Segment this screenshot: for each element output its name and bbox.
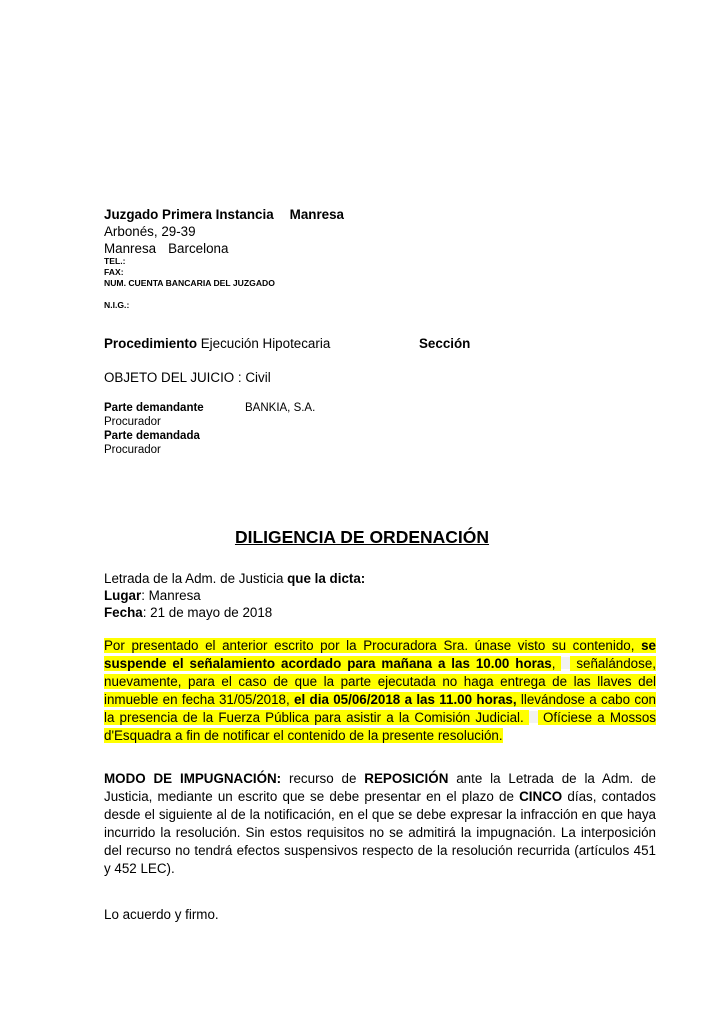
resolution-suspension: se suspende el señalamiento acordado para mañana a las 10.00 horas bbox=[104, 638, 656, 671]
fax-label: FAX: bbox=[104, 267, 124, 277]
document-title: DILIGENCIA DE ORDENACIÓN bbox=[234, 527, 490, 547]
impugnation-reposicion: REPOSICIÓN bbox=[364, 771, 449, 786]
court-name bbox=[104, 206, 344, 223]
plaintiff-label: Parte demandante bbox=[104, 402, 204, 414]
plaintiff-value: BANKIA, S.A. bbox=[245, 402, 316, 414]
closing-text: Lo acuerdo y firmo. bbox=[104, 907, 219, 922]
impugnation-t2: ante la Letrada de la Adm. de Justicia, mediante un escrito que se debe presentar en el plazo de bbox=[104, 771, 656, 804]
lugar-line bbox=[104, 587, 201, 604]
resolution-s3: , bbox=[551, 656, 562, 671]
court-town: Manresa bbox=[104, 241, 157, 256]
procurador-defendant: Procurador bbox=[104, 444, 161, 456]
bank-account-label: NUM. CUENTA BANCARIA DEL JUZGADO bbox=[104, 278, 275, 288]
court-city: Manresa bbox=[289, 207, 345, 222]
letrada-bold: que la dicta: bbox=[287, 571, 366, 586]
nig-label: N.I.G.: bbox=[104, 300, 130, 310]
procedure-value: Ejecución Hipotecaria bbox=[200, 336, 331, 351]
fecha-line bbox=[104, 604, 272, 621]
impugnation-cinco: CINCO bbox=[519, 789, 563, 804]
resolution-s7: Ofíciese a Mossos d'Esquadra a fin de notificar el contenido de la presente resolución. bbox=[104, 710, 656, 743]
resolution-new-date: el dia 05/06/2018 a las 11.00 horas, bbox=[294, 692, 517, 707]
fecha-label: Fecha bbox=[104, 605, 143, 620]
impugnation-label: MODO DE IMPUGNACIÓN: bbox=[104, 771, 282, 786]
redaction-mark bbox=[529, 711, 538, 723]
impugnation-t3: días, contados desde el siguiente al de la notificación, en el que se debe expresar la infracción en que haya incurrido la resolución. Sin estos requisitos no se admitirá la impugnación. La interposición del recurso no tendrá efectos suspensivos respecto de la resolución recurrida (artículos 451 y 452 LEC). bbox=[104, 789, 656, 876]
resolution-s1: Por presentado el anterior escrito por la Procuradora Sra. únase visto su contenido, bbox=[104, 638, 642, 653]
tel-label: TEL.: bbox=[104, 256, 126, 266]
resolution-s6: llevándose a cabo con la presencia de la Fuerza Pública para asistir a la Comisión Judicial. bbox=[104, 692, 656, 725]
court-province: Barcelona bbox=[168, 241, 229, 256]
fecha-value: : 21 de mayo de 2018 bbox=[142, 605, 273, 620]
procurador-plaintiff: Procurador bbox=[104, 416, 161, 428]
defendant-label: Parte demandada bbox=[104, 430, 200, 442]
impugnation-paragraph bbox=[104, 770, 656, 878]
object-of-trial: OBJETO DEL JUICIO : Civil bbox=[104, 370, 271, 385]
lugar-label: Lugar bbox=[104, 588, 142, 603]
letrada-text: Letrada de la Adm. de Justicia bbox=[104, 571, 288, 586]
resolution-paragraph bbox=[104, 637, 656, 745]
lugar-value: : Manresa bbox=[141, 588, 201, 603]
court-town-line bbox=[104, 240, 228, 257]
court-street: Arbonés, 29-39 bbox=[104, 224, 196, 239]
court-name-text: Juzgado Primera Instancia bbox=[104, 207, 274, 222]
impugnation-t1: recurso de bbox=[281, 771, 365, 786]
letrada-line bbox=[104, 570, 365, 587]
procedure-label: Procedimiento bbox=[104, 336, 198, 351]
resolution-s4: señalándose, nuevamente, para el caso de que la parte ejecutada no haga entrega de las llaves del inmueble en fecha 31/05/2018, bbox=[104, 656, 656, 707]
section-label: Sección bbox=[419, 336, 471, 351]
procedure-line bbox=[104, 335, 330, 352]
